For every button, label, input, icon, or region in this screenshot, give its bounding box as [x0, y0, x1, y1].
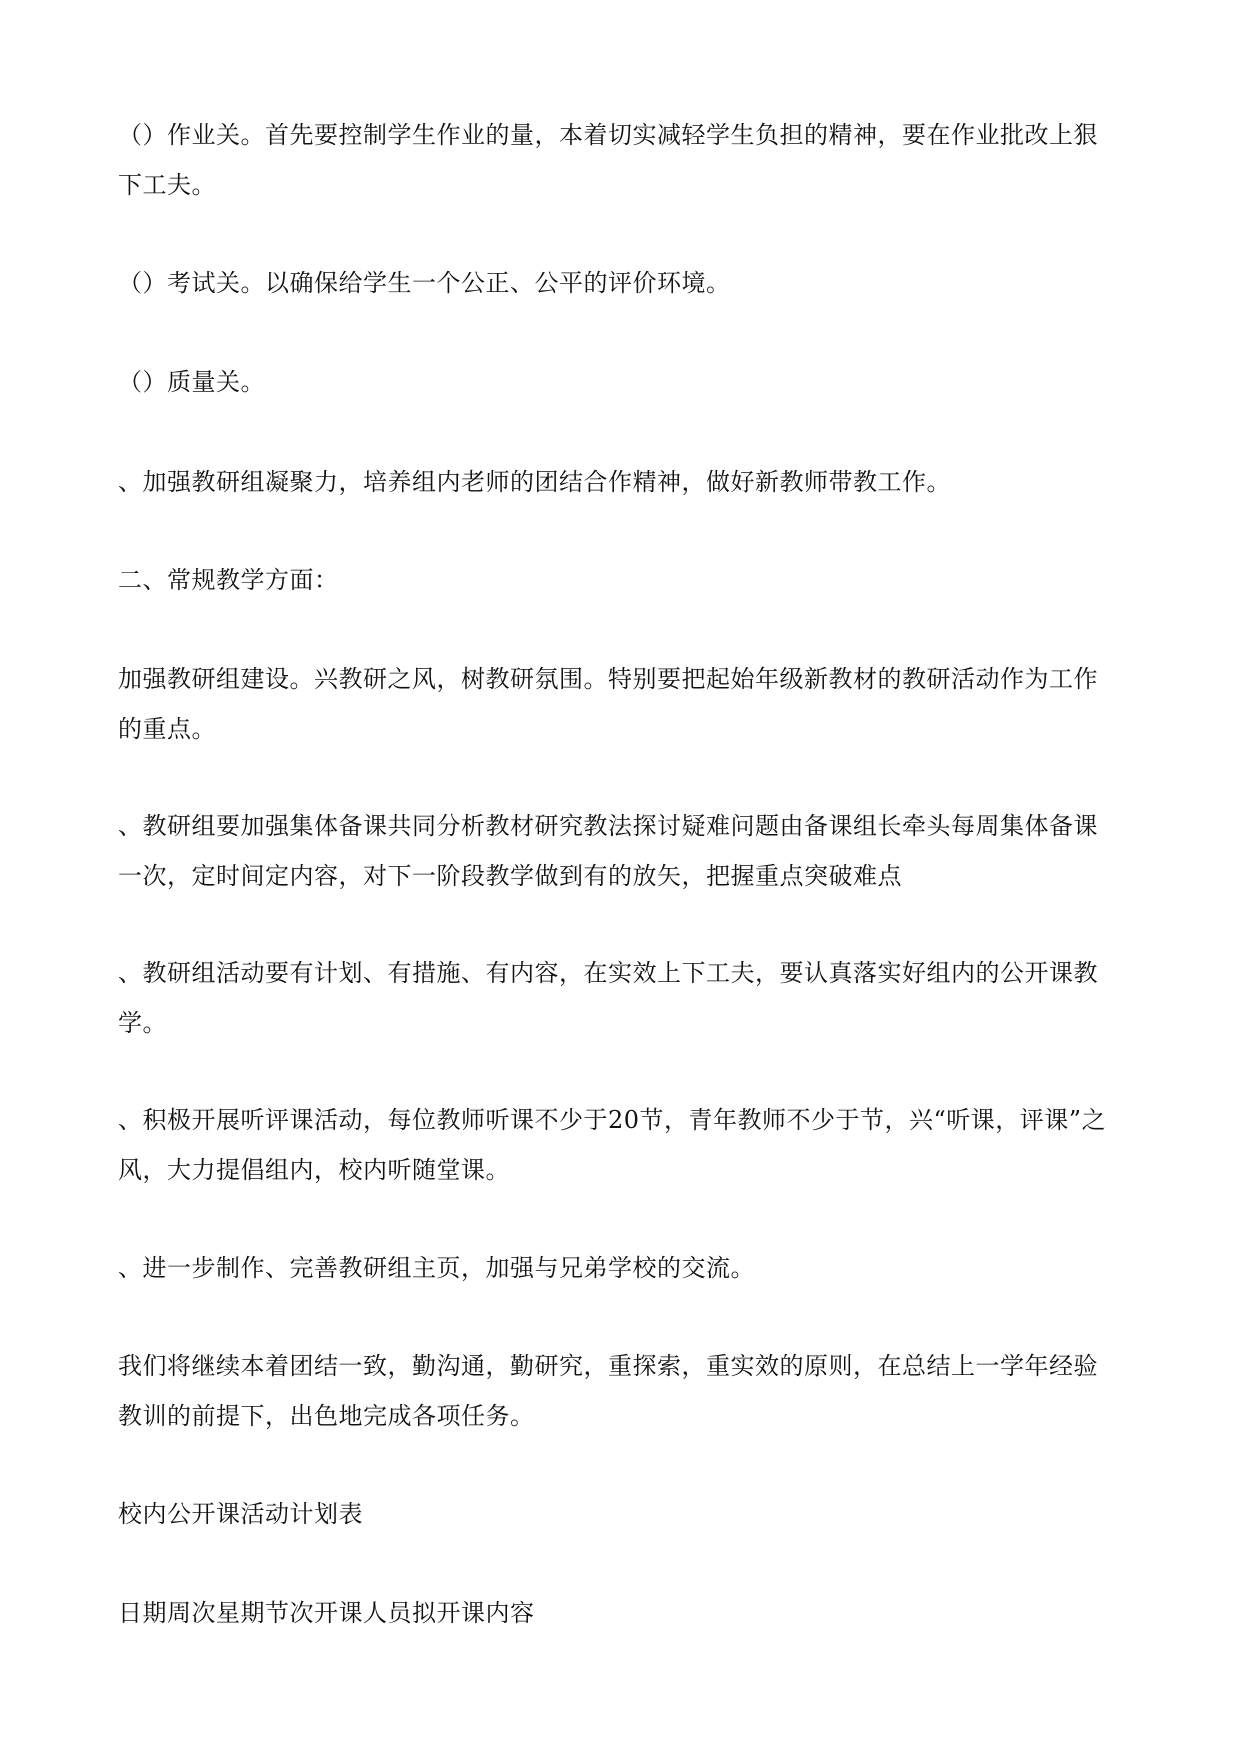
paragraph-collective-lesson-prep: 、教研组要加强集体备课共同分析教材研究教法探讨疑难问题由备课组长牵头每周集体备课一次，定时间定内容，对下一阶段教学做到有的放矢，把握重点突破难点: [118, 812, 1098, 890]
paragraph-exam: （）考试关。以确保给学生一个公正、公平的评价环境。: [118, 269, 731, 297]
paragraph-conclusion: 我们将继续本着团结一致，勤沟通，勤研究，重探索，重实效的原则，在总结上一学年经验教训的前提下，出色地完成各项任务。: [118, 1352, 1098, 1430]
table-title: 校内公开课活动计划表: [118, 1500, 363, 1528]
section-heading-routine-teaching: 二、常规教学方面：: [118, 566, 339, 594]
paragraph-homework: （）作业关。首先要控制学生作业的量，本着切实减轻学生负担的精神，要在作业批改上狠下工夫。: [118, 121, 1098, 199]
paragraph-lesson-observation: 、积极开展听评课活动，每位教师听课不少于20节，青年教师不少于节，兴“听课，评课”之风，大力提倡组内，校内听随堂课。: [118, 1106, 1107, 1184]
paragraph-homepage: 、进一步制作、完善教研组主页，加强与兄弟学校的交流。: [118, 1254, 755, 1282]
table-header-row: 日期周次星期节次开课人员拟开课内容: [118, 1599, 535, 1627]
paragraph-group-activities: 、教研组活动要有计划、有措施、有内容，在实效上下工夫，要认真落实好组内的公开课教学。: [118, 959, 1098, 1037]
paragraph-quality: （）质量关。: [118, 368, 265, 396]
paragraph-group-building: 加强教研组建设。兴教研之风，树教研氛围。特别要把起始年级新教材的教研活动作为工作的重点。: [118, 665, 1098, 743]
paragraph-cohesion: 、加强教研组凝聚力，培养组内老师的团结合作精神，做好新教师带教工作。: [118, 468, 951, 496]
